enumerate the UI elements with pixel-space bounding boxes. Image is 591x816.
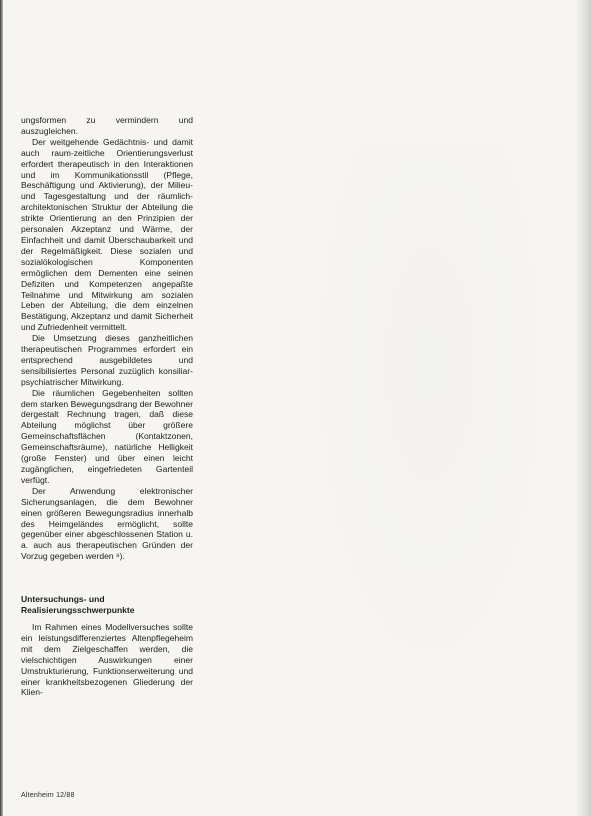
paragraph-1: ungsformen zu vermindern und auszugleichen. [21,115,193,136]
section-heading: Untersuchungs- und Realisierungsschwerpunkte [21,594,135,616]
bleed-through-shadow [300,140,560,700]
page-edge-right [577,0,591,816]
paragraph-4: Die räumlichen Gegebenheiten sollten dem starken Bewegungsdrang der Bewohner dergestalt Rechnung tragen, daß diese Abteilung möglichst über größere Gemeinschaftsflächen (Kontaktzonen, Gemeinschaftsräume), natürliche Helligkeit (große Fenster) und über einen leicht zugänglichen, eingefriedeten Gartenteil verfügt. [21,387,193,485]
paragraph-6: Im Rahmen eines Modellversuches sollte ein leistungsdifferenziertes Altenpflegeheim mit dem Zielgeschaffen werden, die vielschichtigen Auswirkungen einer Umstrukturierung, Funktionserweiterung und einer krankheitsbezogenen Gliederung der Klien- [21,621,193,698]
page-edge-left [0,0,3,816]
paragraph-3: Die Umsetzung dieses ganzheitlichen therapeutischen Programmes erfordert ein entsprechend ausgebildetes und sensibilisiertes Personal zuzüglich konsiliar-psychiatrischer Mitwirkung. [21,333,193,387]
text-column [21,115,193,698]
paragraph-5: Der Anwendung elektronischer Sicherungsanlagen, die dem Bewohner einen größeren Bewegungsradius innerhalb des Heimgeländes ermöglicht, sollte gegenüber einer abgeschlossenen Station u. a. auch aus therapeutischen Gründen der Vorzug gegeben werden ⁸). [21,485,193,562]
page-footer: Altenheim 12/88 [21,792,75,799]
paragraph-2: Der weitgehende Gedächtnis- und damit auch raum-zeitliche Orientierungsverlust erfordert therapeutisch in den Interaktionen und im Kommunikationsstil (Pflege, Beschäftigung und Aktivierung), der Milieu- und Tagesgestaltung und der räumlich-architektonischen Struktur der Abteilung die strikte Orientierung an den Prinzipien der personalen Akzeptanz und Wärme, der Einfachheit und damit Überschaubarkeit und der Regelmäßigkeit. Diese sozialen und sozialökologischen Komponenten ermöglichen dem Dementen eine seinen Defiziten und Kompetenzen angepaßte Teilnahme und Mitwirkung am sozialen Leben der Abteilung, die dem einzelnen Bestätigung, Akzeptanz und damit Sicherheit und Zufriedenheit vermittelt. [21,136,193,333]
